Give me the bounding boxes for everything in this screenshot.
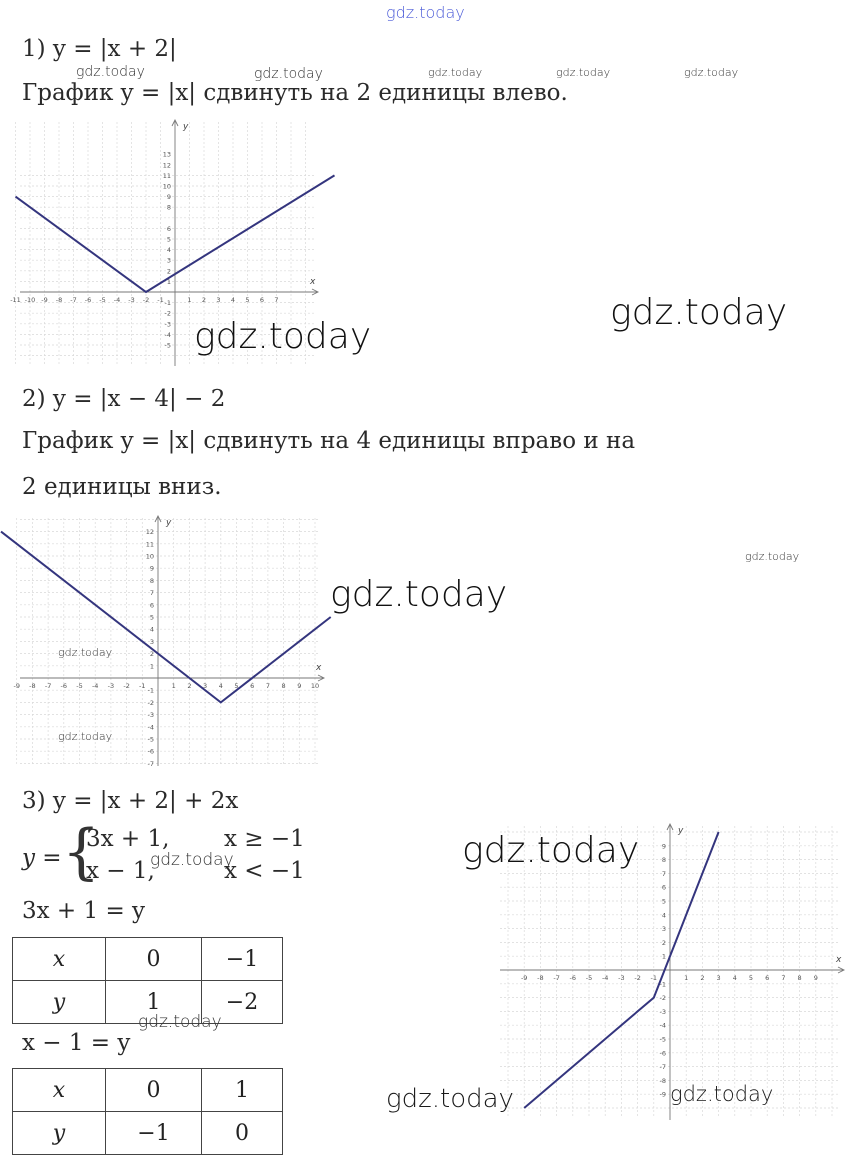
- y-tick-label: -7: [147, 759, 154, 768]
- y-tick-label: 11: [145, 540, 154, 549]
- watermark: gdz.today: [745, 550, 800, 563]
- x-tick-label: 7: [265, 682, 270, 690]
- x-tick-label: -6: [84, 296, 92, 304]
- y-axis-label: y: [183, 122, 189, 132]
- y-tick-label: -7: [659, 1063, 666, 1072]
- y-tick-label: -3: [147, 711, 154, 720]
- x-tick-label: 3: [203, 682, 208, 690]
- x-tick-label: 2: [700, 974, 705, 982]
- x-axis-label: x: [836, 955, 842, 965]
- y-tick-label: -4: [147, 723, 154, 732]
- y-tick-label: 10: [145, 552, 154, 561]
- y-tick-label: 7: [149, 589, 154, 598]
- y-tick-label: 3: [661, 925, 666, 934]
- equation-2: x − 1 = y: [22, 1030, 131, 1056]
- y-tick-label: 9: [149, 564, 154, 573]
- x-tick-label: 1: [171, 682, 176, 690]
- x-tick-label: -1: [650, 974, 658, 982]
- x-tick-label: 6: [250, 682, 255, 690]
- value-table-2: [12, 1068, 283, 1155]
- x-tick-label: 3: [716, 974, 721, 982]
- x-tick-label: 5: [245, 296, 250, 304]
- y-axis-label: y: [166, 518, 172, 528]
- y-tick-label: 6: [166, 224, 171, 233]
- x-tick-label: -1: [139, 682, 146, 690]
- watermark: gdz.today: [610, 292, 788, 333]
- x-tick-label: -3: [618, 974, 625, 982]
- y-tick-label: 4: [149, 625, 154, 634]
- problem-2-description-cont: 2 единицы вниз.: [22, 474, 222, 500]
- x-tick-label: 1: [684, 974, 689, 982]
- x-tick-label: -4: [601, 974, 609, 982]
- y-tick-label: 7: [661, 869, 666, 878]
- x-tick-label: 6: [259, 296, 265, 304]
- y-tick-label: 2: [149, 650, 154, 659]
- table-cell: 0: [202, 1112, 283, 1155]
- watermark: gdz.today: [670, 1082, 774, 1106]
- y-tick-label: 12: [145, 528, 154, 537]
- y-tick-label: -1: [659, 980, 666, 989]
- table-cell: 0: [106, 1069, 202, 1112]
- equation-1: 3x + 1 = y: [22, 898, 146, 924]
- y-axis-label: y: [678, 826, 684, 836]
- x-tick-label: 4: [218, 682, 223, 690]
- y-tick-label: 3: [149, 637, 154, 646]
- x-tick-label: 7: [274, 296, 279, 304]
- problem-3-title: 3) y = |x + 2| + 2x: [22, 788, 239, 814]
- table-cell: −2: [202, 981, 283, 1024]
- x-tick-label: -8: [29, 682, 36, 690]
- watermark: gdz.today: [556, 66, 611, 79]
- y-tick-label: -5: [147, 735, 154, 744]
- table-row: [13, 1069, 283, 1112]
- watermark: gdz.today: [684, 66, 739, 79]
- value-table-1: [12, 937, 283, 1024]
- x-tick-label: 8: [797, 974, 802, 982]
- y-tick-label: -9: [659, 1090, 666, 1099]
- table-row: [13, 1112, 283, 1155]
- problem-2-description: График y = |x| сдвинуть на 4 единицы вправо и на: [22, 428, 636, 454]
- y-tick-label: 6: [661, 883, 666, 892]
- y-tick-label: -2: [164, 309, 171, 318]
- watermark: gdz.today: [58, 646, 113, 659]
- table-cell: −1: [106, 1112, 202, 1155]
- watermark: gdz.today: [138, 1012, 222, 1032]
- table-cell: y: [13, 981, 106, 1024]
- x-tick-label: -6: [569, 974, 577, 982]
- y-tick-label: 1: [149, 662, 154, 671]
- y-tick-label: -2: [659, 994, 666, 1003]
- y-tick-label: 4: [166, 246, 171, 255]
- table-cell: −1: [202, 938, 283, 981]
- x-tick-label: -5: [99, 296, 106, 304]
- x-tick-label: -7: [70, 296, 77, 304]
- y-tick-label: -1: [164, 299, 171, 308]
- y-tick-label: -3: [659, 1007, 666, 1016]
- x-tick-label: -4: [91, 682, 99, 690]
- x-tick-label: -3: [107, 682, 115, 690]
- x-tick-label: 10: [310, 682, 320, 690]
- x-axis-label: x: [316, 663, 322, 673]
- y-tick-label: 5: [149, 613, 154, 622]
- system-lhs: y =: [22, 845, 62, 871]
- x-tick-label: -9: [41, 296, 48, 304]
- y-tick-label: 8: [166, 203, 171, 212]
- x-tick-label: -1: [157, 296, 164, 304]
- x-tick-label: 1: [187, 296, 192, 304]
- y-tick-label: -3: [164, 320, 171, 329]
- y-tick-label: -2: [147, 698, 154, 707]
- y-tick-label: -5: [164, 341, 171, 350]
- x-tick-label: -5: [585, 974, 593, 982]
- y-tick-label: 8: [149, 576, 154, 585]
- watermark: gdz.today: [428, 66, 483, 79]
- x-tick-label: -6: [60, 682, 68, 690]
- y-tick-label: 3: [166, 256, 171, 265]
- table-cell: 1: [106, 981, 202, 1024]
- y-tick-label: 10: [162, 182, 171, 191]
- x-tick-label: 4: [230, 296, 236, 304]
- watermark: gdz.today: [330, 574, 508, 615]
- y-tick-label: 8: [661, 856, 666, 865]
- table-row: [13, 938, 283, 981]
- y-tick-label: -4: [659, 1021, 666, 1030]
- x-tick-label: -9: [520, 974, 528, 982]
- y-tick-label: 13: [162, 150, 171, 159]
- y-tick-label: 2: [661, 938, 666, 947]
- x-tick-label: -7: [44, 682, 52, 690]
- x-tick-label: 9: [813, 974, 818, 982]
- table-cell: x: [13, 1069, 106, 1112]
- x-tick-label: -10: [24, 296, 36, 304]
- x-tick-label: -2: [142, 296, 150, 304]
- y-tick-label: 6: [149, 601, 154, 610]
- y-tick-label: -1: [147, 686, 154, 695]
- case-2-expression: x − 1,: [86, 858, 155, 884]
- problem-1-description: График y = |x| сдвинуть на 2 единицы влево.: [22, 80, 568, 106]
- x-tick-label: -8: [537, 974, 544, 982]
- x-tick-label: 5: [748, 974, 754, 982]
- y-tick-label: 9: [661, 842, 666, 851]
- y-tick-label: 2: [166, 267, 171, 276]
- table-cell: 0: [106, 938, 202, 981]
- y-tick-label: -5: [659, 1035, 666, 1044]
- x-tick-label: -7: [553, 974, 560, 982]
- watermark: gdz.today: [462, 830, 640, 871]
- watermark: gdz.today: [386, 1084, 514, 1114]
- x-tick-label: 5: [234, 682, 239, 690]
- watermark: gdz.today: [150, 850, 234, 870]
- y-tick-label: -8: [659, 1076, 666, 1085]
- problem-1-title: 1) y = |x + 2|: [22, 36, 177, 62]
- x-tick-label: -4: [113, 296, 121, 304]
- x-tick-label: 6: [765, 974, 770, 982]
- y-tick-label: 4: [661, 911, 666, 920]
- x-tick-label: -3: [128, 296, 135, 304]
- x-tick-label: -11: [10, 296, 21, 304]
- x-tick-label: 8: [281, 682, 286, 690]
- x-tick-label: 3: [216, 296, 221, 304]
- y-tick-label: 1: [661, 952, 666, 961]
- x-tick-label: 2: [201, 296, 207, 304]
- table-cell: x: [13, 938, 106, 981]
- x-tick-label: 9: [297, 682, 302, 690]
- y-tick-label: 12: [162, 161, 171, 170]
- table-cell: 1: [202, 1069, 283, 1112]
- problem-2-title: 2) y = |x − 4| − 2: [22, 386, 226, 412]
- x-tick-label: -8: [55, 296, 63, 304]
- watermark-top: gdz.today: [386, 3, 465, 22]
- system-brace: {: [62, 817, 101, 887]
- case-1-condition: x ≥ −1: [224, 826, 305, 852]
- watermark: gdz.today: [76, 64, 145, 80]
- x-tick-label: 7: [781, 974, 786, 982]
- x-tick-label: 4: [732, 974, 737, 982]
- y-tick-label: 9: [166, 193, 171, 202]
- y-tick-label: 5: [661, 897, 666, 906]
- case-1-expression: 3x + 1,: [86, 826, 170, 852]
- y-tick-label: -4: [164, 330, 171, 339]
- y-tick-label: -6: [147, 747, 154, 756]
- watermark: gdz.today: [194, 316, 372, 357]
- case-2-condition: x < −1: [224, 858, 305, 884]
- x-axis-label: x: [310, 277, 316, 287]
- x-tick-label: -9: [13, 682, 20, 690]
- y-tick-label: 5: [166, 235, 171, 244]
- table-cell: y: [13, 1112, 106, 1155]
- y-tick-label: -6: [659, 1049, 666, 1058]
- y-tick-label: 11: [162, 171, 171, 180]
- x-tick-label: -2: [123, 682, 130, 690]
- watermark: gdz.today: [58, 730, 113, 743]
- x-tick-label: -5: [76, 682, 83, 690]
- watermark: gdz.today: [254, 66, 323, 82]
- x-tick-label: -2: [634, 974, 641, 982]
- y-tick-label: 1: [166, 277, 171, 286]
- x-tick-label: 2: [187, 682, 192, 690]
